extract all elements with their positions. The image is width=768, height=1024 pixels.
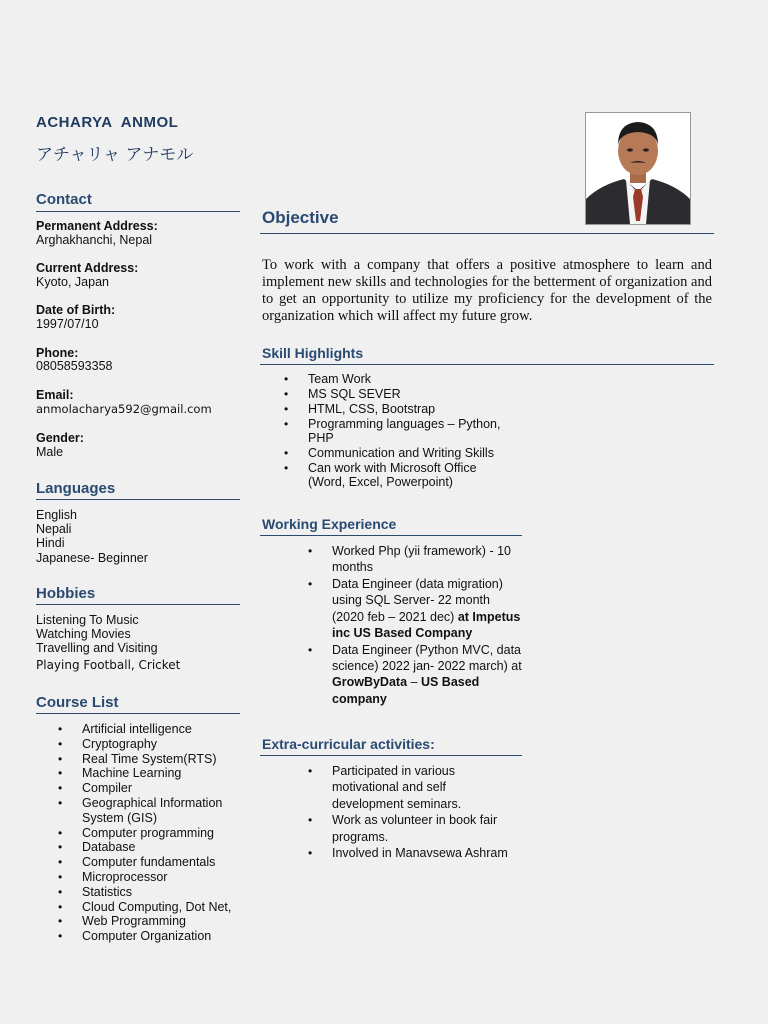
course-item: • Cryptography <box>36 737 266 752</box>
course-item: • Machine Learning <box>36 766 266 781</box>
experience-company: GrowByData <box>332 675 408 690</box>
candidate-name-kana: アチャリャ アナモル <box>36 145 194 165</box>
portrait-image <box>586 113 690 224</box>
course-item: • Cloud Computing, Dot Net, <box>36 900 266 915</box>
experience-item <box>262 576 522 641</box>
profile-photo <box>585 112 691 225</box>
hobbies-divider <box>36 604 240 605</box>
course-item: • Computer fundamentals <box>36 855 266 870</box>
course-item: • Web Programming <box>36 914 266 929</box>
experience-heading: Working Experience <box>262 516 397 532</box>
dob-label: Date of Birth: <box>36 303 116 317</box>
skill-item: • Team Work <box>262 372 532 386</box>
hobby-item: Watching Movies <box>36 627 131 642</box>
hobbies-heading: Hobbies <box>36 585 96 602</box>
skill-item: • Programming languages – Python, PHP <box>262 417 518 445</box>
course-item: • Database <box>36 840 266 855</box>
extra-item: • Participated in various motivational and self development seminars. <box>262 763 482 812</box>
hobby-item: Listening To Music <box>36 613 139 627</box>
skill-item: • Communication and Writing Skills <box>262 446 532 460</box>
language-item: Hindi <box>36 536 65 551</box>
contact-heading: Contact <box>36 191 92 208</box>
permanent-address-label: Permanent Address: <box>36 219 158 233</box>
experience-item <box>262 543 522 576</box>
contact-divider <box>36 211 240 212</box>
candidate-name: ACHARYA ANMOL <box>36 114 179 131</box>
language-item: Nepali <box>36 522 72 537</box>
experience-at: at <box>457 609 469 624</box>
skill-item: • MS SQL SEVER <box>262 387 532 401</box>
course-item: • Geographical Information System (GIS) <box>36 796 232 826</box>
objective-text: To work with a company that offers a positive atmosphere to learn and implement new skills and technologies for the betterment of organization and to get an opportunity to utilize my proficiency for the development of the organization which will affect my future grow. <box>262 257 712 324</box>
languages-divider <box>36 499 240 500</box>
extra-item: • Involved in Manavsewa Ashram <box>262 845 532 861</box>
gender-value: Male <box>36 445 64 459</box>
course-item: • Compiler <box>36 781 266 796</box>
experience-company: Impetus inc US Based Company <box>332 609 521 640</box>
course-item: • Real Time System(RTS) <box>36 752 266 767</box>
language-item: English <box>36 508 77 522</box>
extra-item: • Work as volunteer in book fair programs. <box>262 812 522 845</box>
phone-label: Phone: <box>36 346 79 360</box>
course-item: • Artificial intelligence <box>36 722 266 737</box>
course-list-divider <box>36 713 240 714</box>
language-item: Japanese- Beginner <box>36 550 148 565</box>
experience-dash: – <box>410 675 418 690</box>
dob-value: 1997/07/10 <box>36 317 99 331</box>
experience-item <box>262 642 522 707</box>
skills-heading: Skill Highlights <box>262 345 364 361</box>
course-item: • Microprocessor <box>36 870 266 885</box>
objective-divider <box>260 233 714 234</box>
skill-item: • HTML, CSS, Bootstrap <box>262 402 532 416</box>
current-address-value: Kyoto, Japan <box>36 275 109 289</box>
hobby-item: Travelling and Visiting <box>36 641 158 656</box>
extra-heading: Extra-curricular activities: <box>262 736 435 752</box>
experience-company-suffix: US Based company <box>332 675 480 706</box>
experience-text: Data Engineer (Python MVC, data science) 2022 jan- 2022 march) at <box>332 642 522 674</box>
experience-divider <box>260 535 522 536</box>
hobbies-list <box>36 613 240 672</box>
languages-list <box>36 508 240 565</box>
experience-text: Data Engineer (data migration) using SQL Server- 22 month (2020 feb – 2021 dec) <box>332 577 503 624</box>
course-list <box>36 722 266 944</box>
course-item: • Statistics <box>36 885 266 900</box>
languages-heading: Languages <box>36 480 116 497</box>
phone-value: 08058593358 <box>36 359 113 373</box>
email-link[interactable]: anmolacharya592@gmail.com <box>36 402 212 416</box>
hobby-item: Playing Football, Cricket <box>36 657 181 672</box>
email-label: Email: <box>36 388 74 402</box>
permanent-address-value: Arghakhanchi, Nepal <box>36 233 153 247</box>
skills-divider <box>260 364 714 365</box>
course-item: • Computer Organization <box>36 929 266 944</box>
extra-list <box>262 763 532 862</box>
extra-divider <box>260 755 522 756</box>
course-item: • Computer programming <box>36 826 266 841</box>
skills-list <box>262 372 532 490</box>
course-list-heading: Course List <box>36 694 119 711</box>
skill-item: • Can work with Microsoft Office (Word, Excel, Powerpoint) <box>262 461 498 489</box>
experience-text: Worked Php (yii framework) - 10 months <box>332 544 511 575</box>
objective-heading: Objective <box>262 208 339 227</box>
gender-label: Gender: <box>36 431 84 445</box>
current-address-label: Current Address: <box>36 261 139 275</box>
experience-list <box>262 543 532 707</box>
